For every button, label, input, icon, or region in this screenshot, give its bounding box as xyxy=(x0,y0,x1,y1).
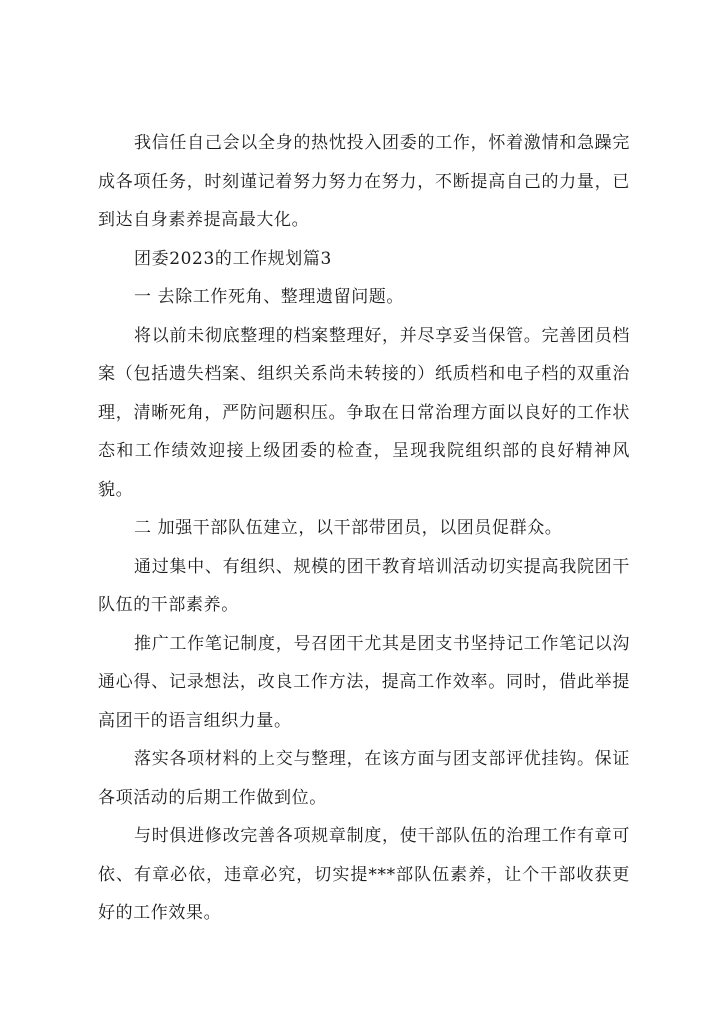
paragraph-training: 通过集中、有组织、规模的团干教育培训活动切实提高我院团干队伍的干部素养。 xyxy=(98,556,630,615)
section-title: 团委2023的工作规划篇3 xyxy=(134,248,332,269)
heading-item-two: 二 加强干部队伍建立，以干部带团员，以团员促群众。 xyxy=(134,518,563,538)
heading-item-one: 一 去除工作死角、整理遗留问题。 xyxy=(134,287,405,307)
paragraph-archives: 将以前未彻底整理的档案整理好，并尽享妥当保管。完善团员档案（包括遗失档案、组织关系尚未转接的）纸质档和电子档的双重治理，清晰死角，严防问题积压。争取在日常治理方面以良好的工作状态和工作绩效迎接上级团委的检查，呈现我院组织部的良好精神风貌。 xyxy=(98,325,630,500)
paragraph-regulations: 与时俱进修改完善各项规章制度，使干部队伍的治理工作有章可依、有章必依，违章必究，切实提***部队伍素养，让个干部收获更好的工作效果。 xyxy=(98,826,630,923)
document-body xyxy=(98,124,630,933)
paragraph-materials: 落实各项材料的上交与整理，在该方面与团支部评优挂钩。保证各项活动的后期工作做到位。 xyxy=(98,749,630,808)
paragraph-work-notes: 推广工作笔记制度，号召团干尤其是团支书坚持记工作笔记以沟通心得、记录想法，改良工作方法，提高工作效率。同时，借此举提高团干的语言组织力量。 xyxy=(98,633,630,731)
paragraph-self-commitment: 我信任自己会以全身的热忱投入团委的工作，怀着激情和急躁完成各项任务，时刻谨记着努力努力在努力，不断提高自己的力量，已到达自身素养提高最大化。 xyxy=(98,133,630,230)
